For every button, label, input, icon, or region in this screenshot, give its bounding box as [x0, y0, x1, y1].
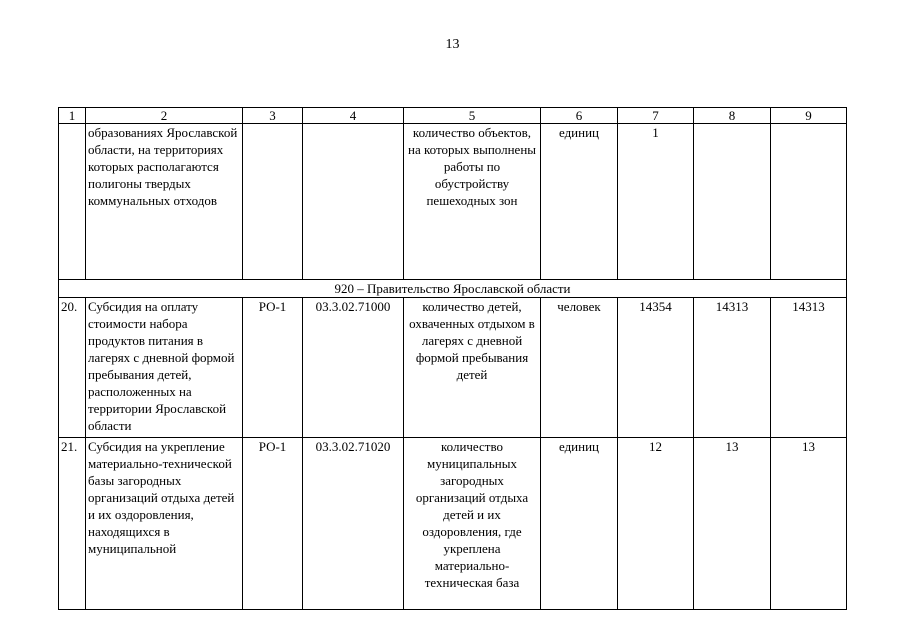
row-value-9	[771, 124, 847, 280]
column-header: 8	[694, 108, 771, 124]
column-header: 3	[243, 108, 303, 124]
row-kbk: 03.3.02.71020	[303, 438, 404, 610]
column-header: 1	[59, 108, 86, 124]
row-name: образованиях Ярославской области, на территориях которых располагаются полигоны твердых коммунальных отходов	[86, 124, 243, 280]
row-number: 20.	[59, 298, 86, 438]
table-row	[59, 124, 847, 280]
row-name: Субсидия на укрепление материально-технической базы загородных организаций отдыха детей и их оздоровления, находящихся в муниципальной	[86, 438, 243, 610]
row-number	[59, 124, 86, 280]
row-unit: единиц	[541, 124, 618, 280]
row-unit: человек	[541, 298, 618, 438]
column-header: 7	[618, 108, 694, 124]
row-indicator: количество детей, охваченных отдыхом в лагерях с дневной формой пребывания детей	[404, 298, 541, 438]
row-value-7: 1	[618, 124, 694, 280]
row-value-9: 13	[771, 438, 847, 610]
column-header: 4	[303, 108, 404, 124]
column-header: 6	[541, 108, 618, 124]
column-header: 9	[771, 108, 847, 124]
row-number: 21.	[59, 438, 86, 610]
row-value-8	[694, 124, 771, 280]
row-unit: единиц	[541, 438, 618, 610]
row-value-8: 13	[694, 438, 771, 610]
row-value-7: 14354	[618, 298, 694, 438]
row-code: РО-1	[243, 298, 303, 438]
row-indicator: количество объектов, на которых выполнены работы по обустройству пешеходных зон	[404, 124, 541, 280]
page-number: 13	[445, 37, 460, 52]
budget-table	[58, 107, 847, 610]
row-kbk: 03.3.02.71000	[303, 298, 404, 438]
column-header: 2	[86, 108, 243, 124]
table-row	[59, 298, 847, 438]
row-value-8: 14313	[694, 298, 771, 438]
row-indicator: количество муниципальных загородных организаций отдыха детей и их оздоровления, где укреплена материально-техническая база	[404, 438, 541, 610]
row-kbk	[303, 124, 404, 280]
row-value-9: 14313	[771, 298, 847, 438]
row-value-7: 12	[618, 438, 694, 610]
row-code	[243, 124, 303, 280]
column-header: 5	[404, 108, 541, 124]
row-name: Субсидия на оплату стоимости набора продуктов питания в лагерях с дневной формой пребывания детей, расположенных на территории Ярославской области	[86, 298, 243, 438]
section-row	[59, 280, 847, 298]
table-header-row	[59, 108, 847, 124]
row-code: РО-1	[243, 438, 303, 610]
section-title: 920 – Правительство Ярославской области	[59, 280, 847, 298]
table-row	[59, 438, 847, 610]
